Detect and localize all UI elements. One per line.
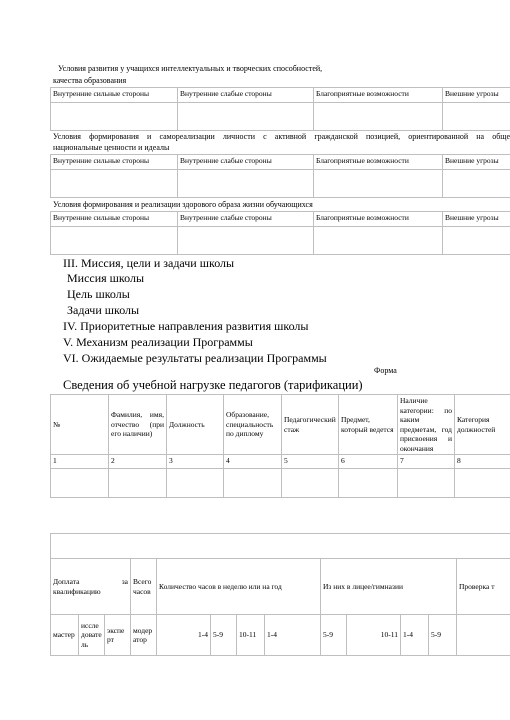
- col-header-position: Должность: [167, 395, 224, 455]
- qual-expert: эксперт: [105, 615, 131, 656]
- swot-header-weaknesses: Внутренние слабые стороны: [178, 88, 314, 103]
- table-cell: [51, 469, 109, 498]
- outline-goal: Цель школы: [67, 287, 130, 301]
- table-cell: [109, 469, 167, 498]
- col-header-education: Образование, специальность по диплому: [224, 395, 282, 455]
- swot-header-weaknesses: Внутренние слабые стороны: [178, 212, 314, 227]
- swot-cell: [178, 103, 314, 131]
- grade-1-4: 1-4: [401, 615, 429, 656]
- col-header-lyceum: Из них в лицее/гимназии: [321, 559, 457, 615]
- section2-title: Условия формирования и самореализации личности с активной гражданской позицией, ориентированной на обще: [53, 132, 510, 141]
- swot-header-threats: Внешние угрозы: [443, 88, 510, 103]
- col-number: 8: [455, 455, 510, 469]
- outline-section-iv: IV. Приоритетные направления развития школы: [63, 319, 309, 333]
- grade-5-9: 5-9: [321, 615, 347, 656]
- swot-cell: [314, 227, 443, 255]
- table-cell: [167, 469, 224, 498]
- outline-tasks: Задачи школы: [67, 303, 140, 317]
- swot-cell: [443, 103, 510, 131]
- col-number: 6: [339, 455, 398, 469]
- swot-header-weaknesses: Внутренние слабые стороны: [178, 155, 314, 170]
- swot-header-threats: Внешние угрозы: [443, 155, 510, 170]
- swot-header-threats: Внешние угрозы: [443, 212, 510, 227]
- swot-header-strengths: Внутренние сильные стороны: [51, 155, 178, 170]
- swot-cell: [51, 170, 178, 198]
- swot-cell: [443, 170, 510, 198]
- swot-cell: [51, 103, 178, 131]
- swot-cell: [178, 170, 314, 198]
- swot-header-opportunities: Благоприятные возможности: [314, 88, 443, 103]
- col-header-experience: Педагогический стаж: [282, 395, 339, 455]
- grade-5-9: 5-9: [211, 615, 237, 656]
- col-number: 1: [51, 455, 109, 469]
- col-header-qualification-pay: Доплата за квалификацию: [51, 559, 131, 615]
- grade-1-4: 1-4: [265, 615, 321, 656]
- qual-master: мастер: [51, 615, 79, 656]
- section2-title-cont: национальные ценности и идеалы: [53, 143, 170, 152]
- table-cell: [282, 469, 339, 498]
- col-header-full-name: Фамилия, имя, отчество (при его наличии): [109, 395, 167, 455]
- col-header-category: Наличие категории: по каким предметам, год присвоения и окончания: [398, 395, 455, 455]
- table-cell: [455, 469, 510, 498]
- table-cell: [339, 469, 398, 498]
- teacher-load-table: [50, 394, 510, 498]
- swot-header-opportunities: Благоприятные возможности: [314, 155, 443, 170]
- table-title: Сведения об учебной нагрузке педагогов (тарификации): [63, 378, 363, 392]
- qual-moderator: модератор: [131, 615, 157, 656]
- table-cell: [457, 615, 510, 656]
- section3-title: Условия формирования и реализации здорового образа жизни обучающихся: [53, 200, 313, 209]
- outline-mission: Миссия школы: [67, 271, 145, 285]
- table-cell: [398, 469, 455, 498]
- col-header-subject: Предмет, который ведется: [339, 395, 398, 455]
- grade-5-9: 5-9: [429, 615, 457, 656]
- outline-section-v: V. Механизм реализации Программы: [63, 335, 253, 349]
- col-header-number: №: [51, 395, 109, 455]
- col-header-total-hours: Всего часов: [131, 559, 157, 615]
- hours-table: [50, 533, 510, 656]
- swot-header-opportunities: Благоприятные возможности: [314, 212, 443, 227]
- outline-section-iii: III. Миссия, цели и задачи школы: [63, 256, 235, 270]
- swot-table-2: [50, 154, 510, 198]
- col-number: 7: [398, 455, 455, 469]
- col-number: 2: [109, 455, 167, 469]
- grade-1-4: 1-4: [157, 615, 211, 656]
- section1-title-cont: качества образования: [53, 76, 127, 85]
- col-number: 5: [282, 455, 339, 469]
- col-header-position-category: Категория должностей: [455, 395, 510, 455]
- swot-header-strengths: Внутренние сильные стороны: [51, 88, 178, 103]
- col-number: 3: [167, 455, 224, 469]
- col-number: 4: [224, 455, 282, 469]
- qual-researcher: исследователь: [79, 615, 105, 656]
- form-label: Форма: [374, 366, 397, 375]
- swot-cell: [314, 170, 443, 198]
- outline-section-vi: VI. Ожидаемые результаты реализации Программы: [63, 351, 327, 365]
- swot-cell: [51, 227, 178, 255]
- section1-title: Условия развития у учащихся интеллектуальных и творческих способностей,: [58, 64, 323, 73]
- swot-table-3: [50, 211, 510, 255]
- swot-cell: [314, 103, 443, 131]
- col-header-check: Проверка т: [457, 559, 510, 615]
- swot-cell: [443, 227, 510, 255]
- col-header-weekly-hours: Количество часов в неделю или на год: [157, 559, 321, 615]
- grade-10-11: 10-11: [347, 615, 401, 656]
- table-cell: [224, 469, 282, 498]
- swot-cell: [178, 227, 314, 255]
- grade-10-11: 10-11: [237, 615, 265, 656]
- swot-header-strengths: Внутренние сильные стороны: [51, 212, 178, 227]
- swot-table-1: [50, 87, 510, 131]
